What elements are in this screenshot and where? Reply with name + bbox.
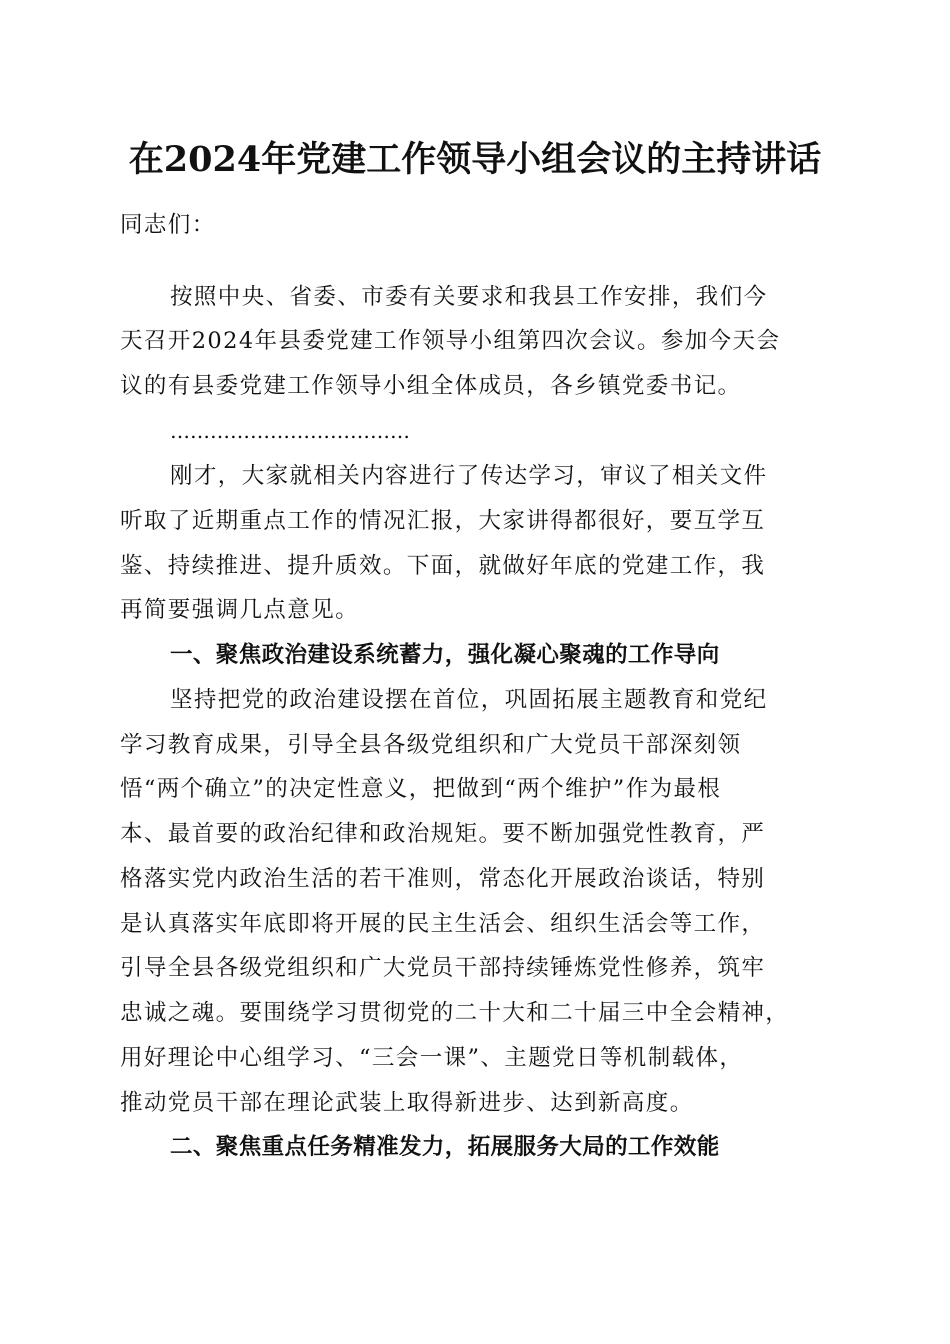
paragraph-line: 天召开2024年县委党建工作领导小组第四次会议。参加今天会 (120, 328, 781, 354)
paragraph-line: 再简要强调几点意见。 (120, 597, 360, 623)
document-title: 在2024年党建工作领导小组会议的主持讲话 (128, 139, 822, 180)
paragraph-line: 坚持把党的政治建设摆在首位，巩固拓展主题教育和党纪 (170, 687, 768, 713)
section-heading-2: 二、聚焦重点任务精准发力，拓展服务大局的工作效能 (170, 1134, 720, 1160)
ellipsis-line: ……………………………… (170, 419, 410, 443)
paragraph-line: 鉴、持续推进、提升质效。下面，就做好年底的党建工作，我 (120, 553, 766, 579)
paragraph-line: 是认真落实年底即将开展的民主生活会、组织生活会等工作， (120, 911, 766, 937)
paragraph-line: 听取了近期重点工作的情况汇报，大家讲得都很好，要互学互 (120, 508, 766, 534)
paragraph-line: 用好理论中心组学习、“三会一课”、主题党日等机制载体， (120, 1045, 744, 1071)
paragraph-line: 按照中央、省委、市委有关要求和我县工作安排，我们今 (170, 284, 768, 310)
paragraph-line: 本、最首要的政治纪律和政治规矩。要不断加强党性教育，严 (120, 821, 766, 847)
paragraph-line: 引导全县各级党组织和广大党员干部持续锤炼党性修养，筑牢 (120, 955, 766, 981)
paragraph-line: 推动党员干部在理论武装上取得新进步、达到新高度。 (120, 1090, 694, 1116)
greeting: 同志们： (120, 212, 216, 238)
paragraph-line: 学习教育成果，引导全县各级党组织和广大党员干部深刻领 (120, 732, 742, 758)
paragraph-line: 忠诚之魂。要围绕学习贯彻党的二十大和二十届三中全会精神， (120, 1000, 790, 1026)
paragraph-line: 议的有县委党建工作领导小组全体成员，各乡镇党委书记。 (120, 373, 742, 399)
paragraph-line: 格落实党内政治生活的若干准则，常态化开展政治谈话，特别 (120, 866, 766, 892)
section-heading-1: 一、聚焦政治建设系统蓄力，强化凝心聚魂的工作导向 (170, 642, 720, 668)
paragraph-line: 刚才，大家就相关内容进行了传达学习，审议了相关文件 (170, 463, 768, 489)
paragraph-line: 悟“两个确立”的决定性意义，把做到“两个维护”作为最根 (120, 776, 722, 802)
